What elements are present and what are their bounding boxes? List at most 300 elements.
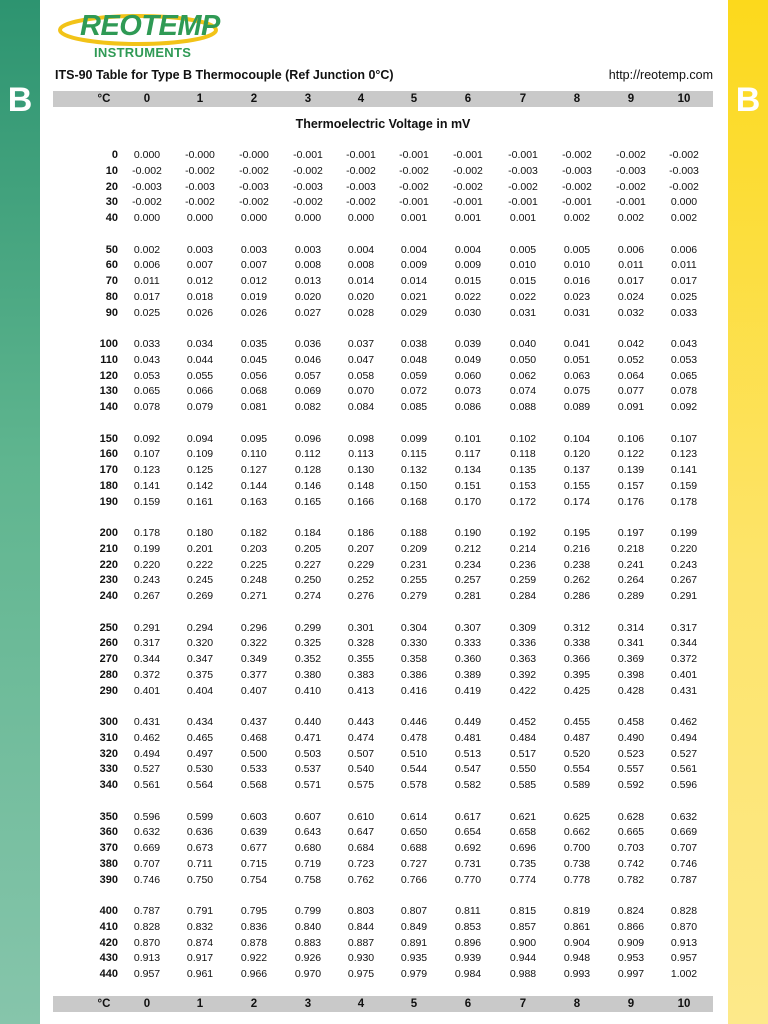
voltage-cell: 0.168 [400, 495, 428, 508]
row-temperature: 40 [105, 212, 118, 224]
voltage-cell: 0.068 [240, 385, 268, 398]
voltage-cell: 0.815 [509, 905, 537, 917]
voltage-cell: 0.673 [186, 842, 214, 854]
voltage-cell: 0.077 [617, 385, 645, 398]
voltage-cell: 0.527 [670, 747, 698, 760]
voltage-cell: 0.930 [347, 952, 375, 965]
voltage-cell: 0.703 [617, 842, 645, 854]
table-row [0, 353, 768, 368]
voltage-cell: 0.262 [563, 574, 591, 587]
voltage-cell: 0.026 [186, 306, 214, 319]
voltage-cell: 0.095 [240, 432, 268, 445]
table-row [0, 873, 768, 888]
voltage-cell: 0.731 [454, 857, 482, 870]
header-bottom-unit: °C [97, 998, 111, 1010]
voltage-cell: 0.677 [240, 842, 268, 854]
voltage-cell: -0.001 [399, 149, 429, 161]
voltage-cell: 0.182 [240, 527, 268, 539]
voltage-cell: 0.150 [400, 479, 428, 492]
voltage-cell: 0.680 [294, 842, 322, 854]
voltage-cell: 0.007 [186, 259, 214, 272]
voltage-cell: 0.291 [670, 590, 698, 602]
table-row [0, 558, 768, 573]
voltage-cell: 0.035 [240, 338, 268, 350]
voltage-cell: 0.241 [617, 558, 645, 571]
voltage-cell: 0.000 [347, 212, 375, 224]
voltage-cell: 0.296 [240, 621, 268, 634]
row-temperature: 210 [99, 542, 118, 555]
voltage-cell: 0.510 [400, 747, 428, 760]
voltage-cell: 0.758 [294, 873, 322, 886]
voltage-cell: 0.617 [454, 810, 482, 823]
voltage-cell: 0.013 [294, 275, 322, 287]
voltage-cell: 0.688 [400, 842, 428, 854]
header-bottom-col-0: 0 [143, 998, 151, 1010]
voltage-cell: 0.159 [670, 479, 698, 492]
voltage-cell: 0.118 [510, 448, 536, 461]
voltage-cell: 0.979 [400, 968, 428, 980]
table-row [0, 621, 768, 636]
voltage-cell: 0.291 [133, 621, 161, 634]
voltage-cell: 0.840 [294, 920, 322, 933]
voltage-cell: -0.001 [399, 196, 429, 209]
voltage-cell: 0.127 [240, 464, 268, 476]
voltage-cell: 0.684 [347, 842, 375, 854]
table-row [0, 164, 768, 179]
voltage-cell: 0.636 [186, 826, 214, 839]
voltage-cell: 0.032 [617, 306, 645, 319]
voltage-cell: 0.369 [617, 653, 645, 665]
voltage-cell: 0.205 [294, 542, 322, 555]
voltage-cell: 0.844 [347, 920, 375, 933]
voltage-cell: 0.056 [240, 369, 268, 382]
voltage-cell: 0.811 [455, 905, 481, 917]
voltage-cell: 0.015 [509, 275, 537, 287]
voltage-cell: 0.139 [617, 464, 645, 476]
voltage-cell: 0.222 [186, 558, 214, 571]
table-row [0, 936, 768, 951]
voltage-cell: 0.218 [617, 542, 645, 555]
voltage-cell: -0.001 [453, 196, 483, 209]
row-temperature: 110 [100, 353, 118, 366]
voltage-cell: 0.544 [400, 763, 428, 776]
voltage-cell: 0.948 [563, 952, 591, 965]
voltage-cell: 0.059 [400, 369, 428, 382]
row-temperature: 430 [99, 952, 118, 965]
voltage-cell: 0.006 [133, 259, 161, 272]
table-row [0, 715, 768, 730]
voltage-cell: 0.658 [509, 826, 537, 839]
voltage-cell: 0.953 [617, 952, 645, 965]
voltage-cell: 0.000 [133, 212, 161, 224]
row-temperature: 250 [99, 621, 118, 634]
voltage-cell: 0.647 [347, 826, 375, 839]
row-temperature: 100 [99, 338, 118, 350]
row-temperature: 400 [99, 905, 118, 917]
voltage-cell: 0.917 [186, 952, 214, 965]
voltage-cell: 0.824 [617, 905, 645, 917]
voltage-cell: 0.401 [670, 668, 698, 681]
voltage-cell: -0.002 [453, 164, 483, 177]
voltage-cell: 0.599 [186, 810, 214, 823]
voltage-cell: 0.010 [563, 259, 591, 272]
voltage-cell: 0.819 [563, 905, 591, 917]
voltage-cell: 0.159 [133, 495, 161, 508]
voltage-cell: 0.166 [347, 495, 375, 508]
reotemp-logo [58, 8, 238, 64]
voltage-cell: 0.267 [133, 590, 161, 602]
voltage-cell: 0.058 [347, 369, 375, 382]
voltage-cell: 0.571 [294, 779, 322, 791]
voltage-cell: 0.375 [186, 668, 214, 681]
voltage-cell: 0.037 [347, 338, 375, 350]
table-row [0, 211, 768, 226]
voltage-cell: 0.146 [294, 479, 322, 492]
voltage-cell: 0.190 [454, 527, 482, 539]
voltage-cell: 0.049 [454, 353, 482, 366]
voltage-cell: 0.172 [509, 495, 537, 508]
voltage-cell: 0.238 [563, 558, 591, 571]
row-temperature: 440 [99, 968, 118, 980]
voltage-cell: -0.002 [669, 149, 699, 161]
voltage-cell: 0.113 [348, 448, 374, 461]
table-row [0, 432, 768, 447]
voltage-cell: 0.050 [509, 353, 537, 366]
voltage-cell: 0.033 [133, 338, 161, 350]
voltage-cell: 0.132 [400, 464, 428, 476]
row-temperature: 200 [99, 527, 118, 539]
voltage-cell: 0.904 [563, 936, 591, 949]
voltage-cell: 0.575 [347, 779, 375, 791]
voltage-cell: 0.484 [509, 731, 537, 744]
voltage-cell: 0.386 [400, 668, 428, 681]
row-temperature: 370 [99, 842, 118, 854]
voltage-cell: 0.148 [347, 479, 375, 492]
voltage-cell: 0.016 [563, 275, 591, 287]
voltage-cell: 0.123 [670, 448, 698, 461]
voltage-cell: -0.002 [616, 180, 646, 193]
table-row [0, 290, 768, 305]
voltage-cell: 0.012 [186, 275, 214, 287]
header-top-col-2: 2 [250, 93, 258, 105]
voltage-cell: 0.006 [617, 243, 645, 256]
voltage-cell: 0.078 [670, 385, 698, 398]
voltage-cell: 0.015 [454, 275, 482, 287]
voltage-cell: 0.836 [240, 920, 268, 933]
voltage-cell: 0.503 [294, 747, 322, 760]
row-temperature: 340 [99, 779, 118, 791]
voltage-cell: 0.325 [294, 637, 322, 650]
voltage-cell: 0.669 [133, 842, 161, 854]
voltage-cell: 0.243 [133, 574, 161, 587]
voltage-cell: 0.005 [563, 243, 591, 256]
header-bottom-col-8: 8 [573, 998, 581, 1010]
row-temperature: 420 [99, 936, 118, 949]
voltage-cell: 0.029 [400, 306, 428, 319]
voltage-cell: -0.002 [562, 149, 592, 161]
row-temperature: 50 [105, 243, 118, 256]
voltage-cell: 0.271 [240, 590, 268, 602]
voltage-cell: -0.000 [185, 149, 215, 161]
voltage-cell: 0.550 [509, 763, 537, 776]
voltage-cell: 0.320 [186, 637, 214, 650]
table-header-top [53, 91, 713, 107]
voltage-cell: 0.155 [563, 479, 591, 492]
voltage-cell: 0.723 [347, 857, 375, 870]
website-link[interactable]: http://reotemp.com [608, 68, 713, 82]
table-row [0, 542, 768, 557]
voltage-cell: 0.696 [509, 842, 537, 854]
voltage-cell: 0.774 [509, 873, 537, 886]
voltage-cell: -0.002 [293, 196, 323, 209]
voltage-cell: 0.092 [670, 401, 698, 413]
voltage-cell: 0.004 [454, 243, 482, 256]
voltage-cell: 0.333 [454, 637, 482, 650]
voltage-cell: 0.603 [240, 810, 268, 823]
voltage-cell: -0.002 [239, 164, 269, 177]
voltage-cell: 0.130 [347, 464, 375, 476]
voltage-cell: 0.057 [294, 369, 322, 382]
voltage-cell: 0.120 [563, 448, 591, 461]
voltage-cell: 0.180 [186, 527, 214, 539]
header-bottom-col-6: 6 [464, 998, 472, 1010]
voltage-cell: 0.065 [670, 369, 698, 382]
voltage-cell: 0.582 [454, 779, 482, 791]
voltage-cell: 0.000 [240, 212, 268, 224]
voltage-cell: 0.005 [509, 243, 537, 256]
voltage-cell: 0.009 [454, 259, 482, 272]
voltage-cell: 0.975 [347, 968, 375, 980]
voltage-cell: 0.957 [670, 952, 698, 965]
voltage-cell: 0.142 [186, 479, 214, 492]
voltage-cell: 0.791 [186, 905, 214, 917]
voltage-cell: 0.045 [240, 353, 268, 366]
voltage-cell: 0.021 [400, 290, 428, 303]
row-temperature: 360 [99, 826, 118, 839]
voltage-cell: 0.096 [294, 432, 322, 445]
voltage-cell: 0.360 [454, 653, 482, 665]
voltage-cell: 0.754 [240, 873, 268, 886]
voltage-cell: 0.446 [400, 716, 428, 728]
voltage-cell: 0.966 [240, 968, 268, 980]
voltage-cell: -0.002 [616, 149, 646, 161]
voltage-cell: 0.462 [670, 716, 698, 728]
voltage-cell: 0.431 [670, 684, 698, 697]
voltage-cell: 0.621 [509, 810, 537, 823]
row-temperature: 350 [99, 810, 118, 823]
voltage-cell: 0.589 [563, 779, 591, 791]
voltage-cell: 0.299 [294, 621, 322, 634]
document-title: ITS-90 Table for Type B Thermocouple (Ref Junction 0°C) [55, 68, 394, 82]
table-row [0, 589, 768, 604]
table-row [0, 180, 768, 195]
voltage-cell: 0.715 [240, 857, 268, 870]
voltage-cell: 0.392 [509, 668, 537, 681]
voltage-cell: -0.002 [132, 164, 162, 177]
voltage-cell: -0.002 [453, 180, 483, 193]
table-row [0, 274, 768, 289]
header-top-col-4: 4 [357, 93, 365, 105]
voltage-cell: 0.201 [186, 542, 214, 555]
header-bottom-col-10: 10 [677, 998, 691, 1010]
logo-wordmark: REOTEMP [80, 10, 220, 42]
logo-subtitle: INSTRUMENTS [94, 45, 192, 60]
voltage-cell: 0.231 [400, 558, 428, 571]
voltage-cell: 0.443 [347, 716, 375, 728]
row-temperature: 0 [111, 149, 118, 161]
voltage-cell: 0.592 [617, 779, 645, 791]
header-top-col-7: 7 [519, 93, 527, 105]
voltage-cell: 0.874 [186, 936, 214, 949]
row-temperature: 240 [99, 590, 118, 602]
table-row [0, 243, 768, 258]
voltage-cell: 0.366 [563, 653, 591, 665]
row-temperature: 120 [99, 369, 118, 382]
voltage-cell: 0.913 [133, 952, 161, 965]
voltage-cell: 0.787 [133, 905, 161, 917]
row-temperature: 190 [99, 495, 118, 508]
voltage-cell: 0.997 [617, 968, 645, 980]
voltage-cell: 0.481 [454, 731, 482, 744]
voltage-cell: 0.857 [509, 920, 537, 933]
voltage-cell: 0.122 [617, 448, 645, 461]
table-row [0, 369, 768, 384]
voltage-cell: -0.002 [239, 196, 269, 209]
table-row [0, 762, 768, 777]
voltage-cell: 0.212 [454, 542, 482, 555]
voltage-cell: 0.250 [294, 574, 322, 587]
voltage-cell: 0.896 [454, 936, 482, 949]
voltage-cell: 0.596 [670, 779, 698, 791]
voltage-cell: 0.110 [241, 448, 267, 461]
voltage-cell: -0.003 [562, 164, 592, 177]
voltage-cell: 0.289 [617, 590, 645, 602]
voltage-cell: 0.006 [670, 243, 698, 256]
voltage-cell: 0.294 [186, 621, 214, 634]
voltage-cell: 0.639 [240, 826, 268, 839]
voltage-cell: 0.465 [186, 731, 214, 744]
table-row [0, 384, 768, 399]
voltage-cell: 0.416 [400, 684, 428, 697]
voltage-cell: 0.853 [454, 920, 482, 933]
voltage-cell: -0.001 [562, 196, 592, 209]
voltage-cell: 0.047 [347, 353, 375, 366]
voltage-cell: 0.632 [133, 826, 161, 839]
header-top-col-3: 3 [304, 93, 312, 105]
voltage-cell: 0.358 [400, 653, 428, 665]
table-row [0, 841, 768, 856]
voltage-cell: 0.236 [509, 558, 537, 571]
voltage-cell: 0.322 [240, 637, 268, 650]
voltage-cell: 0.055 [186, 369, 214, 382]
voltage-cell: 0.088 [509, 401, 537, 413]
row-temperature: 320 [99, 747, 118, 760]
voltage-cell: 0.665 [617, 826, 645, 839]
voltage-cell: -0.001 [293, 149, 323, 161]
voltage-cell: 0.001 [509, 212, 537, 224]
voltage-cell: 0.004 [347, 243, 375, 256]
voltage-cell: 0.398 [617, 668, 645, 681]
voltage-cell: 0.107 [133, 448, 161, 461]
voltage-cell: 0.086 [454, 401, 482, 413]
voltage-cell: 0.891 [400, 936, 428, 949]
voltage-cell: 0.099 [400, 432, 428, 445]
voltage-cell: 0.828 [133, 920, 161, 933]
voltage-cell: 0.547 [454, 763, 482, 776]
voltage-cell: -0.001 [616, 196, 646, 209]
table-row [0, 447, 768, 462]
voltage-cell: 0.700 [563, 842, 591, 854]
voltage-cell: 0.727 [400, 857, 428, 870]
voltage-cell: -0.002 [293, 164, 323, 177]
voltage-cell: -0.001 [508, 149, 538, 161]
table-row [0, 747, 768, 762]
voltage-cell: 0.778 [563, 873, 591, 886]
voltage-cell: 0.044 [186, 353, 214, 366]
voltage-cell: 0.452 [509, 716, 537, 728]
voltage-cell: 0.304 [400, 621, 428, 634]
voltage-cell: 0.533 [240, 763, 268, 776]
voltage-cell: 0.046 [294, 353, 322, 366]
voltage-cell: 0.568 [240, 779, 268, 791]
voltage-cell: 0.081 [240, 401, 268, 413]
voltage-cell: 0.072 [400, 385, 428, 398]
voltage-cell: 0.225 [240, 558, 268, 571]
voltage-cell: 0.106 [617, 432, 645, 445]
voltage-cell: 0.957 [133, 968, 161, 980]
voltage-cell: 0.336 [509, 637, 537, 650]
voltage-cell: 0.001 [400, 212, 428, 224]
header-bottom-col-4: 4 [357, 998, 365, 1010]
voltage-cell: -0.002 [346, 164, 376, 177]
voltage-cell: 0.069 [294, 385, 322, 398]
header-top-col-1: 1 [196, 93, 204, 105]
voltage-cell: 0.328 [347, 637, 375, 650]
row-temperature: 130 [99, 385, 118, 398]
voltage-cell: 0.782 [617, 873, 645, 886]
row-temperature: 170 [99, 464, 118, 476]
voltage-cell: 0.008 [347, 259, 375, 272]
voltage-cell: 0.711 [187, 857, 213, 870]
voltage-cell: 0.523 [617, 747, 645, 760]
voltage-cell: 0.036 [294, 338, 322, 350]
table-row [0, 652, 768, 667]
voltage-cell: 0.596 [133, 810, 161, 823]
voltage-cell: -0.002 [562, 180, 592, 193]
row-temperature: 380 [99, 857, 118, 870]
row-temperature: 180 [99, 479, 118, 492]
voltage-cell: -0.003 [185, 180, 215, 193]
voltage-cell: 0.410 [294, 684, 322, 697]
table-row [0, 195, 768, 210]
voltage-cell: -0.002 [185, 164, 215, 177]
header-bottom-col-3: 3 [304, 998, 312, 1010]
voltage-cell: 0.413 [347, 684, 375, 697]
voltage-cell: 0.520 [563, 747, 591, 760]
voltage-cell: 0.039 [454, 338, 482, 350]
voltage-cell: 0.922 [240, 952, 268, 965]
voltage-cell: 0.554 [563, 763, 591, 776]
voltage-cell: 0.274 [294, 590, 322, 602]
voltage-cell: 0.527 [133, 763, 161, 776]
row-temperature: 330 [99, 763, 118, 776]
voltage-cell: -0.002 [399, 164, 429, 177]
row-temperature: 290 [99, 684, 118, 697]
voltage-cell: 0.264 [617, 574, 645, 587]
voltage-cell: -0.003 [508, 164, 538, 177]
voltage-cell: 0.255 [400, 574, 428, 587]
voltage-cell: 0.135 [509, 464, 537, 476]
